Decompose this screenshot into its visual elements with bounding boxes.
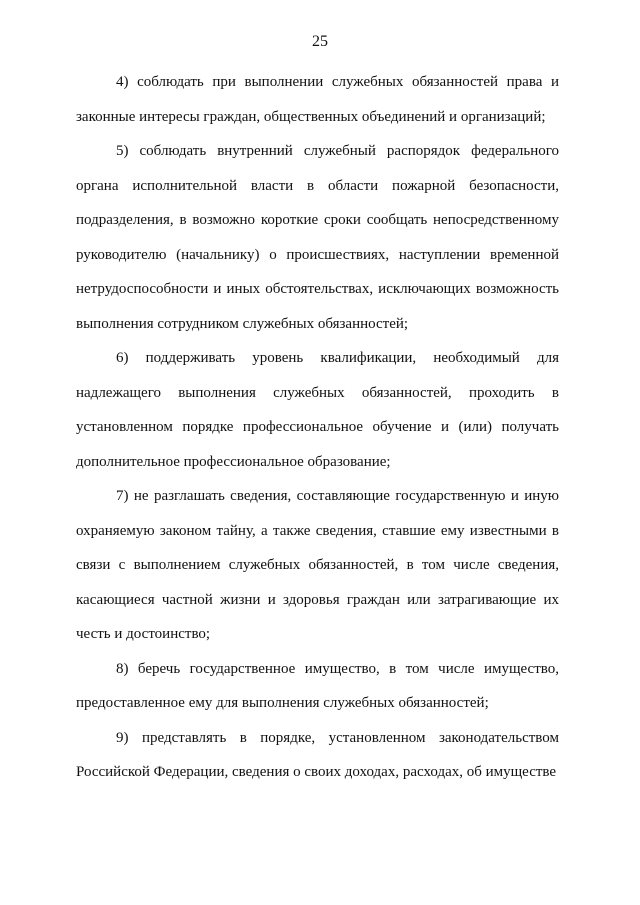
page-number: 25 xyxy=(312,33,328,50)
paragraph-item-6: 6) поддерживать уровень квалификации, необходимый для надлежащего выполнения служебных обязанностей, проходить в установленном порядке профессиональное обучение и (или) получать дополнительное профессиональное образование; xyxy=(76,350,559,470)
paragraph-item-7: 7) не разглашать сведения, составляющие государственную и иную охраняемую законом тайну, а также сведения, ставшие ему известными в связи с выполнением служебных обязанностей, в том числе сведения, касающиеся частной жизни и здоровья граждан или затрагивающие их честь и достоинство; xyxy=(76,488,559,642)
document-body xyxy=(76,65,559,790)
paragraph-item-4: 4) соблюдать при выполнении служебных обязанностей права и законные интересы граждан, общественных объединений и организаций; xyxy=(76,74,559,125)
paragraph-item-5: 5) соблюдать внутренний служебный распорядок федерального органа исполнительной власти в области пожарной безопасности, подразделения, в возможно короткие сроки сообщать непосредственному руководителю (начальнику) о происшествиях, наступлении временной нетрудоспособности и иных обстоятельствах, исключающих возможность выполнения сотрудником служебных обязанностей; xyxy=(76,143,559,332)
paragraph-item-8: 8) беречь государственное имущество, в том числе имущество, предоставленное ему для выполнения служебных обязанностей; xyxy=(76,660,559,711)
paragraph-item-9: 9) представлять в порядке, установленном законодательством Российской Федерации, сведения о своих доходах, расходах, об имуществе xyxy=(76,729,559,780)
